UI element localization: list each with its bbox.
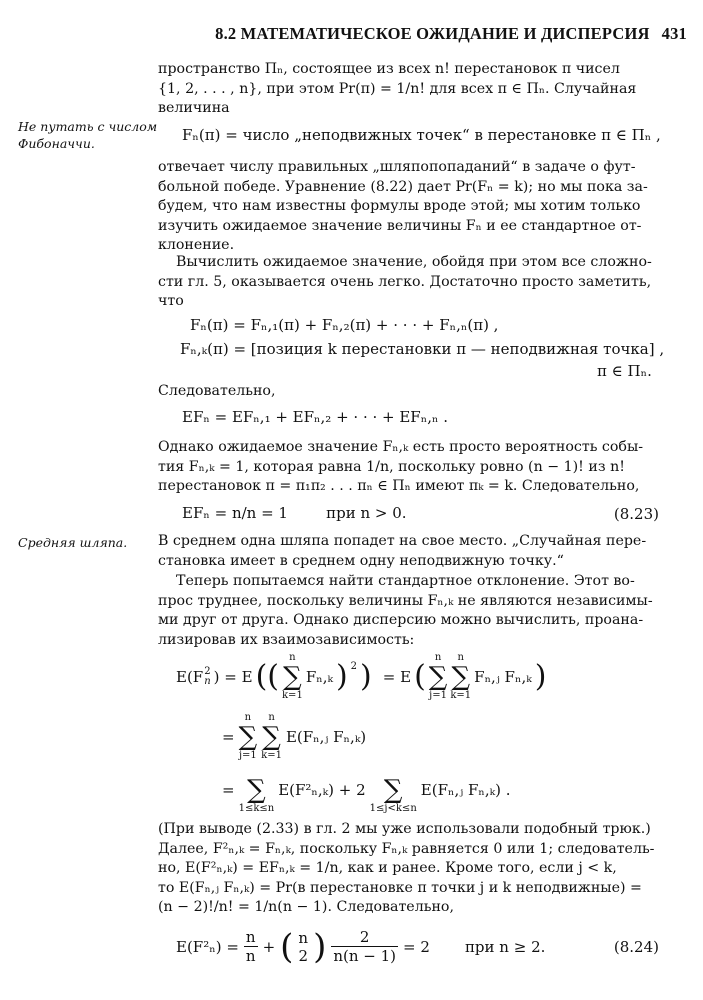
sum-lower-limit: k=1 (261, 750, 282, 761)
sum-upper-limit: n (244, 712, 252, 723)
text-line: (n − 2)!/n! = 1/n(n − 1). Следовательно, (158, 899, 454, 915)
math-condition: при n ≥ 2. (464, 937, 546, 956)
math-text: + (262, 937, 276, 956)
sum-symbol (239, 712, 258, 762)
sum-symbol (450, 652, 471, 702)
paragraph-2 (158, 158, 658, 256)
text-line: будем, что нам известны формулы вроде этой; мы хотим только (158, 198, 641, 214)
equation-domain: π ∈ Πₙ. (597, 362, 652, 380)
text-line: {1, 2, . . . , n}, при этом Pr(π) = 1/n! для всех π ∈ Πₙ. Случайная (158, 80, 637, 97)
math-sub: n (204, 676, 211, 687)
text-line: больной победе. Уравнение (8.22) дает Pr(Fₙ = k); но мы пока за- (158, 178, 648, 195)
paragraph-8 (158, 820, 658, 918)
fraction-numerator: n (245, 928, 256, 946)
binomial-bottom: 2 (298, 946, 309, 965)
math-term: E(Fₙ,ⱼ Fₙ,ₖ) (285, 728, 367, 746)
math-text: = (222, 781, 235, 799)
text-line: Далее, F²ₙ,ₖ = Fₙ,ₖ, поскольку Fₙ,ₖ равняется 0 или 1; следователь- (158, 840, 655, 857)
equation-number-8-24: (8.24) (613, 938, 659, 956)
text-line: величина (158, 100, 230, 116)
math-paren: ) (335, 659, 348, 694)
equation-expected-sum: EFₙ = EFₙ,₁ + EFₙ,₂ + · · · + EFₙ,ₙ . (182, 408, 449, 426)
margin-note-line: Фибоначчи. (18, 136, 95, 151)
math-term: Fₙ,ₖ (305, 668, 333, 686)
paragraph-3 (158, 253, 658, 312)
math-paren: ( (414, 659, 426, 694)
fraction (331, 928, 398, 965)
variance-equation-line-2 (222, 712, 366, 762)
text-line: пространство Πₙ, состоящее из всех n! перестановок π чисел (158, 61, 620, 77)
text-line: становка имеет в среднем одну неподвижную точку.“ (158, 552, 564, 569)
sum-upper-limit: n (457, 652, 464, 663)
math-paren: ) (360, 659, 372, 694)
text-line: отвечает числу правильных „шляпопопаданий“ в задаче о фут- (158, 159, 636, 175)
paragraph-5 (158, 438, 658, 497)
math-text: = (222, 728, 235, 746)
margin-note-line: Не путать с числом (18, 119, 158, 134)
equation-8-24: E(F²ₙ) = $\frac{n}{n}$ + ( n 2 ) $\frac{2}{n(n - 1)}$ = 2 при n ≥ 2. (176, 926, 546, 967)
math-term: E(F²ₙ,ₖ) + 2 (278, 781, 366, 799)
math-text: E(F²ₙ) = (176, 937, 239, 956)
margin-note-fibonacci (18, 118, 158, 152)
text-line: Следовательно, (158, 383, 276, 399)
text-line: (При выводе (2.33) в гл. 2 мы уже использовали подобный трюк.) (158, 821, 651, 837)
math-paren: ) (534, 659, 547, 694)
sum-upper-limit: n (434, 652, 442, 663)
math-term: E(Fₙ,ⱼ Fₙ,ₖ) . (420, 781, 511, 799)
margin-note-line: Средняя шляпа. (18, 535, 128, 550)
binomial-top: n (298, 928, 309, 947)
equation-sum-decomposition: Fₙ(π) = Fₙ,₁(π) + Fₙ,₂(π) + · · · + Fₙ,ₙ(π) , (190, 316, 499, 334)
text-line: сти гл. 5, оказывается очень легко. Достаточно просто заметить, (158, 273, 652, 290)
sum-lower-limit: j=1 (238, 750, 257, 761)
page-number: 431 (661, 24, 687, 43)
sigma-glyph: ∑ (383, 775, 403, 805)
text-line: ми друг от друга. Однако дисперсию можно вычислить, проана- (158, 612, 644, 628)
sigma-glyph: ∑ (283, 662, 302, 692)
variance-equation-line-3 (222, 765, 511, 815)
text-line: тия Fₙ,ₖ = 1, которая равна 1/n, поскольку ровно (n − 1)! из n! (158, 458, 625, 475)
fraction-denominator: n (245, 947, 256, 965)
equation-8-23: EFₙ = n/n = 1 при n > 0. (182, 504, 407, 522)
sigma-glyph: ∑ (238, 722, 258, 752)
text-line: но, E(F²ₙ,ₖ) = EFₙ,ₖ = 1/n, как и ранее. Кроме того, если j < k, (158, 860, 617, 876)
sum-symbol (282, 652, 303, 702)
equation-indicator: Fₙ,ₖ(π) = [позиция k перестановки π — неподвижная точка] , (180, 340, 665, 358)
sum-symbol (239, 765, 275, 815)
math-text: ) = E (213, 668, 253, 686)
equation-number-8-23: (8.23) (613, 505, 659, 523)
math-sup: 2 (204, 666, 211, 677)
math-paren: (( (255, 659, 279, 694)
header-title: 8.2 МАТЕМАТИЧЕСКОЕ ОЖИДАНИЕ И ДИСПЕРСИЯ (215, 24, 650, 43)
text-line: что (158, 293, 184, 309)
text-line: Однако ожидаемое значение Fₙ,ₖ есть просто вероятность собы- (158, 439, 644, 455)
sum-upper-limit: n (268, 712, 275, 723)
fraction (244, 928, 258, 965)
sigma-glyph: ∑ (428, 662, 448, 692)
sum-symbol (429, 652, 448, 702)
text-line: перестановок π = π₁π₂ . . . πₙ ∈ Πₙ имеют πₖ = k. Следовательно, (158, 478, 640, 494)
paragraph-6 (158, 532, 658, 571)
fraction-denominator: n(n − 1) (333, 947, 397, 965)
sigma-glyph: ∑ (451, 662, 471, 692)
text-line: Вычислить ожидаемое значение, обойдя при этом все сложно- (176, 254, 652, 270)
sigma-glyph: ∑ (247, 775, 266, 805)
paragraph-7 (158, 572, 658, 650)
sum-lower-limit: 1≤k≤n (238, 803, 275, 814)
fraction-numerator: 2 (359, 928, 370, 946)
sigma-glyph: ∑ (262, 722, 281, 752)
math-text: = E (382, 668, 412, 686)
sum-upper-limit: n (289, 652, 296, 663)
sum-symbol (261, 712, 282, 762)
sum-symbol (370, 765, 417, 815)
math-text: E(F (176, 668, 204, 686)
math-sup: 2 (350, 660, 358, 672)
math-term: Fₙ,ⱼ Fₙ,ₖ (474, 668, 532, 686)
paragraph-1 (158, 60, 658, 119)
variance-equation-line-1 (176, 652, 546, 702)
text-line: лизировав их взаимозависимость: (158, 631, 415, 648)
text-line: прос труднее, поскольку величины Fₙ,ₖ не являются независимы- (158, 592, 653, 609)
sum-lower-limit: k=1 (282, 690, 303, 701)
text-line: то E(Fₙ,ⱼ Fₙ,ₖ) = Pr(в перестановке π точки j и k неподвижные) = (158, 879, 642, 896)
text-line: изучить ожидаемое значение величины Fₙ и ее стандартное от- (158, 217, 642, 234)
text-line: клонение. (158, 237, 235, 253)
math-text: = 2 (403, 937, 430, 956)
binomial (298, 929, 308, 965)
paragraph-4 (158, 382, 658, 402)
equation-fixed-points: Fₙ(π) = число „неподвижных точек“ в перестановке π ∈ Πₙ , (182, 126, 661, 144)
sum-lower-limit: k=1 (450, 690, 472, 701)
text-line: Теперь попытаемся найти стандартное отклонение. Этот во- (176, 573, 635, 589)
sum-lower-limit: 1≤j<k≤n (369, 803, 417, 814)
margin-note-average-hat (18, 534, 146, 551)
text-line: В среднем одна шляпа попадет на свое место. „Случайная пере- (158, 533, 647, 549)
running-header (160, 24, 687, 44)
sum-lower-limit: j=1 (429, 690, 447, 701)
